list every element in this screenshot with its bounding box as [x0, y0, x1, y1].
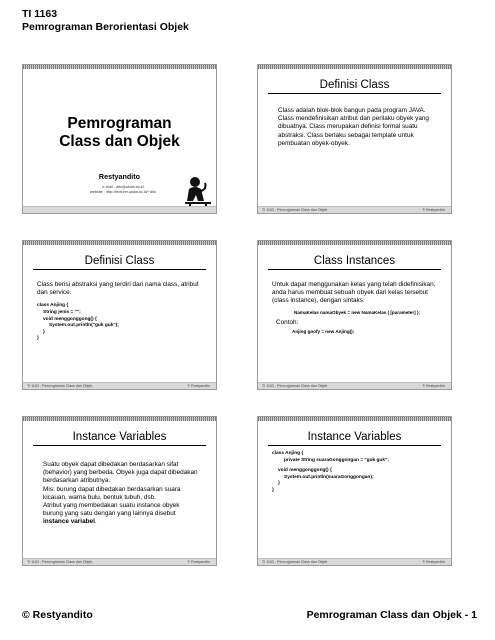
slide-footer	[258, 558, 451, 565]
slide-footer-right: © Restyandito	[187, 559, 210, 564]
instance-variabel-term: instance variabel	[43, 518, 95, 526]
slide-footer-left: TI 1163 - Pemrograman Class dan Objek	[27, 383, 93, 388]
slide-title-text: Class Instances	[313, 255, 396, 267]
slide-title	[22, 64, 217, 214]
footer-page-title: Pemrograman Class dan Objek - 1	[306, 609, 477, 621]
slide-body: Suatu obyek dapat dibedakan berdasarkan sifat (behavior) yang berbeda. Obyek juga dapat dibedakan berdasarkan atributnya. Mis: burung dapat dibedakan berdasarkan suara kicauan, warna bulu, bentuk tubuh, dsb. Atribut yang membedakan suatu instance obyek burung yang satu dengan yang lainnya disebut instance variabel.	[43, 461, 198, 526]
code-block: class Anjing { String jenis = ""; void menggonggong() { System.out.println("guk guk"); } }	[37, 303, 119, 342]
slide-footer	[23, 206, 216, 213]
slide-top-bar	[258, 417, 451, 421]
slide-footer-right: © Restyandito	[422, 207, 445, 212]
syntax-line: NamaKelas namaObyek = new NamaKelas ( [parameter] );	[294, 309, 420, 315]
slide-body: Class adalah blok-blok bangun pada program JAVA. Class mendefinisikan atribut dan perilaku obyek yang dibuatnya. Class merupakan definisi formal suatu abstraksi. Class berlaku sebagai template untuk pembuatan obyek-obyek.	[278, 107, 429, 147]
slide-class-instances	[257, 240, 452, 390]
slide-top-bar	[258, 65, 451, 69]
slide-footer-right: © Restyandito	[422, 383, 445, 388]
course-name: Pemrograman Berorientasi Objek	[22, 21, 189, 33]
slide-footer	[23, 558, 216, 565]
slide-body: Class berisi abstraksi yang terdiri dari nama class, atribut dan service. class Anjing { String jenis = ""; void menggonggong() { System.out.println("guk guk"); } }	[37, 281, 204, 343]
slide-title-text: Instance Variables	[307, 431, 402, 443]
slide-footer-right: © Restyandito	[422, 559, 445, 564]
slide-footer	[258, 206, 451, 213]
slide-instance-variables-2	[257, 416, 452, 566]
slide-top-bar	[23, 241, 216, 245]
slide-top-bar	[23, 417, 216, 421]
title-underline	[33, 445, 206, 446]
footer-copyright: © Restyandito	[22, 609, 93, 621]
slide-main-title: Pemrograman Class dan Objek	[59, 115, 180, 150]
slide-definisi-class-2	[22, 240, 217, 390]
slide-definisi-class-1	[257, 64, 452, 214]
title-underline	[33, 269, 206, 270]
title-underline	[268, 93, 441, 94]
course-code: TI 1163	[22, 8, 58, 20]
example-label: Contoh:	[276, 318, 299, 326]
author-website: website : http://lecturer.ukdw.ac.id/~dito	[89, 190, 157, 194]
slide-top-bar	[23, 65, 216, 69]
thinking-figure-icon	[183, 175, 213, 209]
slide-body: Untuk dapat menggunakan kelas yang telah didefinisikan, anda harus membuat sebuah obyek dari kelas tersebut (class instance), dengan sintaks: NamaKelas namaObyek = new NamaKelas ( [parameter] ); Contoh: Anjing goofy = new Anjing();	[272, 281, 439, 336]
slide-title-text: Definisi Class	[84, 255, 155, 267]
slide-body	[272, 451, 439, 495]
slide-footer-left: TI 1163 - Pemrograman Class dan Objek	[262, 559, 328, 564]
slide-footer	[258, 382, 451, 389]
slide-footer-left: TI 1163 - Pemrograman Class dan Objek	[262, 207, 328, 212]
slide-top-bar	[258, 241, 451, 245]
example-code: Anjing goofy = new Anjing();	[292, 329, 355, 335]
slide-instance-variables-1	[22, 416, 217, 566]
author-name: Restyandito	[98, 172, 141, 181]
author-contact	[53, 185, 193, 195]
slide-title-text: Definisi Class	[319, 79, 390, 91]
slide-footer-right: © Restyandito	[187, 383, 210, 388]
author-email: e-mail : dito@ukdw.ac.id	[102, 185, 144, 189]
slide-footer-left: TI 1163 - Pemrograman Class dan Objek	[262, 383, 328, 388]
slide-footer	[23, 382, 216, 389]
slide-footer-left: TI 1163 - Pemrograman Class dan Objek	[27, 559, 93, 564]
code-block: class Anjing { private String suaraGonggongan = "guk guk"; void menggonggong() { System.out.println(suaraGonggongan); } }	[272, 451, 389, 493]
document-header	[22, 8, 189, 34]
title-underline	[268, 269, 441, 270]
slide-title-text: Instance Variables	[72, 431, 167, 443]
title-underline	[268, 445, 441, 446]
